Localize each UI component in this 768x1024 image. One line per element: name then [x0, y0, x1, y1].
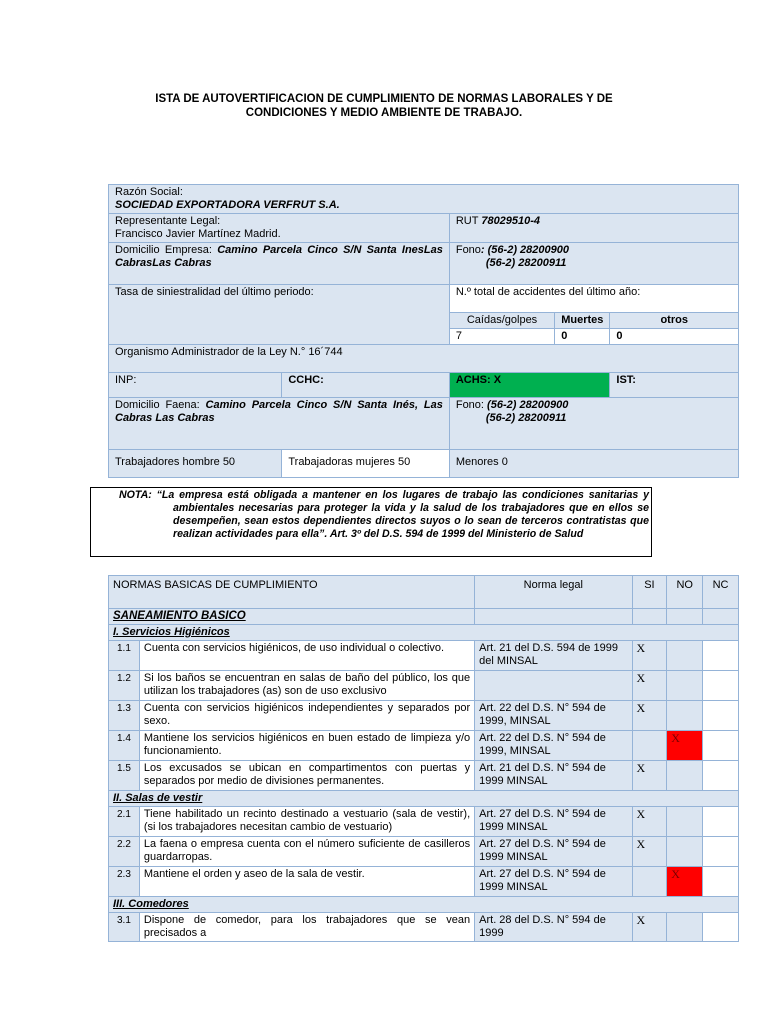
row-description: Los excusados se ubican en compartimentos con puertas y separados por medio de divisiones permanentes.	[139, 761, 474, 791]
accidentes-label: N.º total de accidentes del último año:	[455, 286, 641, 298]
row-nc	[703, 837, 739, 867]
razon-social-value: SOCIEDAD EXPORTADORA VERFRUT S.A.	[115, 199, 340, 211]
row-number: 3.1	[109, 913, 140, 942]
faena-fono-2: (56-2) 28200911	[485, 412, 567, 424]
domicilio-faena-value: Camino Parcela Cinco S/N Santa Inés, Las Cabras Las Cabras	[115, 399, 443, 424]
row-number: 2.2	[109, 837, 140, 867]
domicilio-faena-cell	[109, 398, 450, 450]
row-nc	[703, 641, 739, 671]
row-number: 1.1	[109, 641, 140, 671]
row-description: Tiene habilitado un recinto destinado a vestuario (sala de vestir), (si los trabajadores necesitan cambio de vestuario)	[139, 807, 474, 837]
norm-row	[109, 701, 739, 731]
row-si: X	[632, 837, 667, 867]
menores-cell	[449, 450, 738, 478]
representante-value: Francisco Javier Martínez Madrid.	[115, 228, 281, 240]
row-si: X	[632, 641, 667, 671]
subsection-1-title: I. Servicios Higiénicos	[109, 625, 739, 641]
norms-checklist-table	[108, 575, 739, 942]
row-nc	[703, 807, 739, 837]
header-normas: NORMAS BASICAS DE CUMPLIMIENTO	[109, 576, 475, 609]
company-info-table	[108, 184, 739, 478]
row-no	[667, 913, 703, 942]
row-number: 2.3	[109, 867, 140, 897]
section-row	[109, 609, 739, 625]
row-description: Si los baños se encuentran en salas de baño del público, los que utilizan los trabajadores (as) son de uso exclusivo	[139, 671, 474, 701]
row-description: La faena o empresa cuenta con el número suficiente de casilleros guardarropas.	[139, 837, 474, 867]
faena-fono-label: Fono:	[455, 399, 484, 411]
tasa-siniestralidad-cell	[109, 285, 450, 345]
row-description: Mantiene los servicios higiénicos en buen estado de limpieza y/o funcionamiento.	[139, 731, 474, 761]
organismo-cell	[109, 345, 739, 373]
row-si: X	[632, 761, 667, 791]
header-legal: Norma legal	[475, 576, 632, 609]
domicilio-faena-label: Domicilio Faena:	[115, 399, 200, 411]
legal-note-text: NOTA: “La empresa está obligada a mantener en los lugares de trabajo las condiciones sanitarias y ambientales necesarias para proteger la vida y la salud de los trabajadores que en ellos se desempeñen, sean estos dependientes directos suyos o lo sean de terceros contratistas que realizan actividades para ella”. Art. 3º del D.S. 594 de 1999 del Ministerio de Salud	[119, 489, 649, 540]
row-no	[667, 701, 703, 731]
rut-value: 78029510-4	[481, 215, 541, 227]
rut-cell	[449, 214, 738, 243]
razon-social-cell	[109, 185, 739, 214]
row-si: X	[632, 701, 667, 731]
norm-row	[109, 761, 739, 791]
organismo-label: Organismo Administrador de la Ley N.° 16´744	[115, 346, 343, 358]
norm-row	[109, 641, 739, 671]
menores-label: Menores 0	[455, 456, 508, 468]
subsection-2-row	[109, 791, 739, 807]
row-number: 1.2	[109, 671, 140, 701]
row-number: 2.1	[109, 807, 140, 837]
row-no	[667, 671, 703, 701]
fono-value-1: : (56-2) 28200900	[480, 244, 569, 256]
norm-row	[109, 837, 739, 867]
trabajadoras-mujeres-label: Trabajadoras mujeres 50	[288, 456, 411, 468]
row-description: Cuenta con servicios higiénicos, de uso individual o colectivo.	[139, 641, 474, 671]
row-nc	[703, 731, 739, 761]
representante-label: Representante Legal:	[115, 215, 221, 227]
row-nc	[703, 913, 739, 942]
norm-row	[109, 913, 739, 942]
row-number: 1.3	[109, 701, 140, 731]
fono-value-2: (56-2) 28200911	[485, 257, 567, 269]
title-line-1: ISTA DE AUTOVERTIFICACION DE CUMPLIMIENTO DE NORMAS LABORALES Y DE	[155, 93, 613, 105]
inp-cell	[109, 373, 282, 398]
norm-row	[109, 807, 739, 837]
legal-note	[90, 487, 652, 557]
tasa-siniestralidad-label: Tasa de siniestralidad del último periodo:	[115, 286, 314, 298]
row-si: X	[632, 807, 667, 837]
otros-value: 0	[610, 329, 739, 345]
subsection-3-title: III. Comedores	[109, 897, 739, 913]
row-legal: Art. 22 del D.S. N° 594 de 1999, MINSAL	[475, 701, 632, 731]
row-no	[667, 761, 703, 791]
subsection-3-row	[109, 897, 739, 913]
muertes-header: Muertes	[555, 313, 610, 329]
domicilio-empresa-cell	[109, 243, 450, 285]
otros-header: otros	[610, 313, 739, 329]
row-legal: Art. 22 del D.S. N° 594 de 1999, MINSAL	[475, 731, 632, 761]
caidas-header: Caídas/golpes	[449, 313, 554, 329]
row-si	[632, 731, 667, 761]
caidas-value: 7	[449, 329, 554, 345]
row-nc	[703, 671, 739, 701]
fono-empresa-cell	[449, 243, 738, 285]
accidentes-cell	[449, 285, 738, 313]
row-legal: Art. 27 del D.S. N° 594 de 1999 MINSAL	[475, 867, 632, 897]
rut-label: RUT	[455, 215, 479, 227]
row-no	[667, 837, 703, 867]
row-legal: Art. 21 del D.S. N° 594 de 1999 MINSAL	[475, 761, 632, 791]
row-no: X	[667, 731, 703, 761]
domicilio-empresa-label: Domicilio Empresa:	[115, 244, 212, 256]
header-nc: NC	[703, 576, 739, 609]
title-line-2: CONDICIONES Y MEDIO AMBIENTE DE TRABAJO.	[245, 107, 523, 119]
norm-row	[109, 867, 739, 897]
header-no: NO	[667, 576, 703, 609]
row-legal: Art. 27 del D.S. N° 594 de 1999 MINSAL	[475, 807, 632, 837]
norm-row	[109, 671, 739, 701]
row-no	[667, 641, 703, 671]
trabajadoras-mujeres-cell	[282, 450, 450, 478]
achs-label: ACHS: X	[455, 374, 502, 386]
section-title: SANEAMIENTO BASICO	[109, 609, 475, 625]
row-legal: Art. 27 del D.S. N° 594 de 1999 MINSAL	[475, 837, 632, 867]
row-no	[667, 807, 703, 837]
row-legal: Art. 28 del D.S. N° 594 de 1999	[475, 913, 632, 942]
trabajadores-hombres-label: Trabajadores hombre 50	[115, 456, 236, 468]
cchc-label: CCHC:	[288, 374, 324, 386]
ist-cell	[610, 373, 739, 398]
domicilio-empresa-value: Camino Parcela Cinco S/N Santa InesLas CabrasLas Cabras	[115, 244, 443, 269]
fono-faena-cell	[449, 398, 738, 450]
fono-label: Fono	[455, 244, 481, 256]
row-description: Mantiene el orden y aseo de la sala de vestir.	[139, 867, 474, 897]
row-si	[632, 867, 667, 897]
row-legal	[475, 671, 632, 701]
ist-label: IST:	[616, 374, 636, 386]
row-nc	[703, 761, 739, 791]
cchc-cell	[282, 373, 450, 398]
row-si: X	[632, 671, 667, 701]
row-legal: Art. 21 del D.S. 594 de 1999 del MINSAL	[475, 641, 632, 671]
row-description: Cuenta con servicios higiénicos independientes y separados por sexo.	[139, 701, 474, 731]
subsection-1-row	[109, 625, 739, 641]
trabajadores-hombres-cell	[109, 450, 282, 478]
muertes-value: 0	[555, 329, 610, 345]
document-title	[130, 92, 638, 120]
razon-social-label: Razón Social:	[115, 186, 183, 198]
norm-row	[109, 731, 739, 761]
norms-header-row	[109, 576, 739, 609]
row-si: X	[632, 913, 667, 942]
representante-cell	[109, 214, 450, 243]
faena-fono-1: (56-2) 28200900	[487, 399, 569, 411]
row-no: X	[667, 867, 703, 897]
row-number: 1.5	[109, 761, 140, 791]
subsection-2-title: II. Salas de vestir	[109, 791, 739, 807]
row-number: 1.4	[109, 731, 140, 761]
row-nc	[703, 701, 739, 731]
inp-label: INP:	[115, 374, 137, 386]
row-nc	[703, 867, 739, 897]
header-si: SI	[632, 576, 667, 609]
row-description: Dispone de comedor, para los trabajadores que se vean precisados a	[139, 913, 474, 942]
achs-cell	[449, 373, 610, 398]
